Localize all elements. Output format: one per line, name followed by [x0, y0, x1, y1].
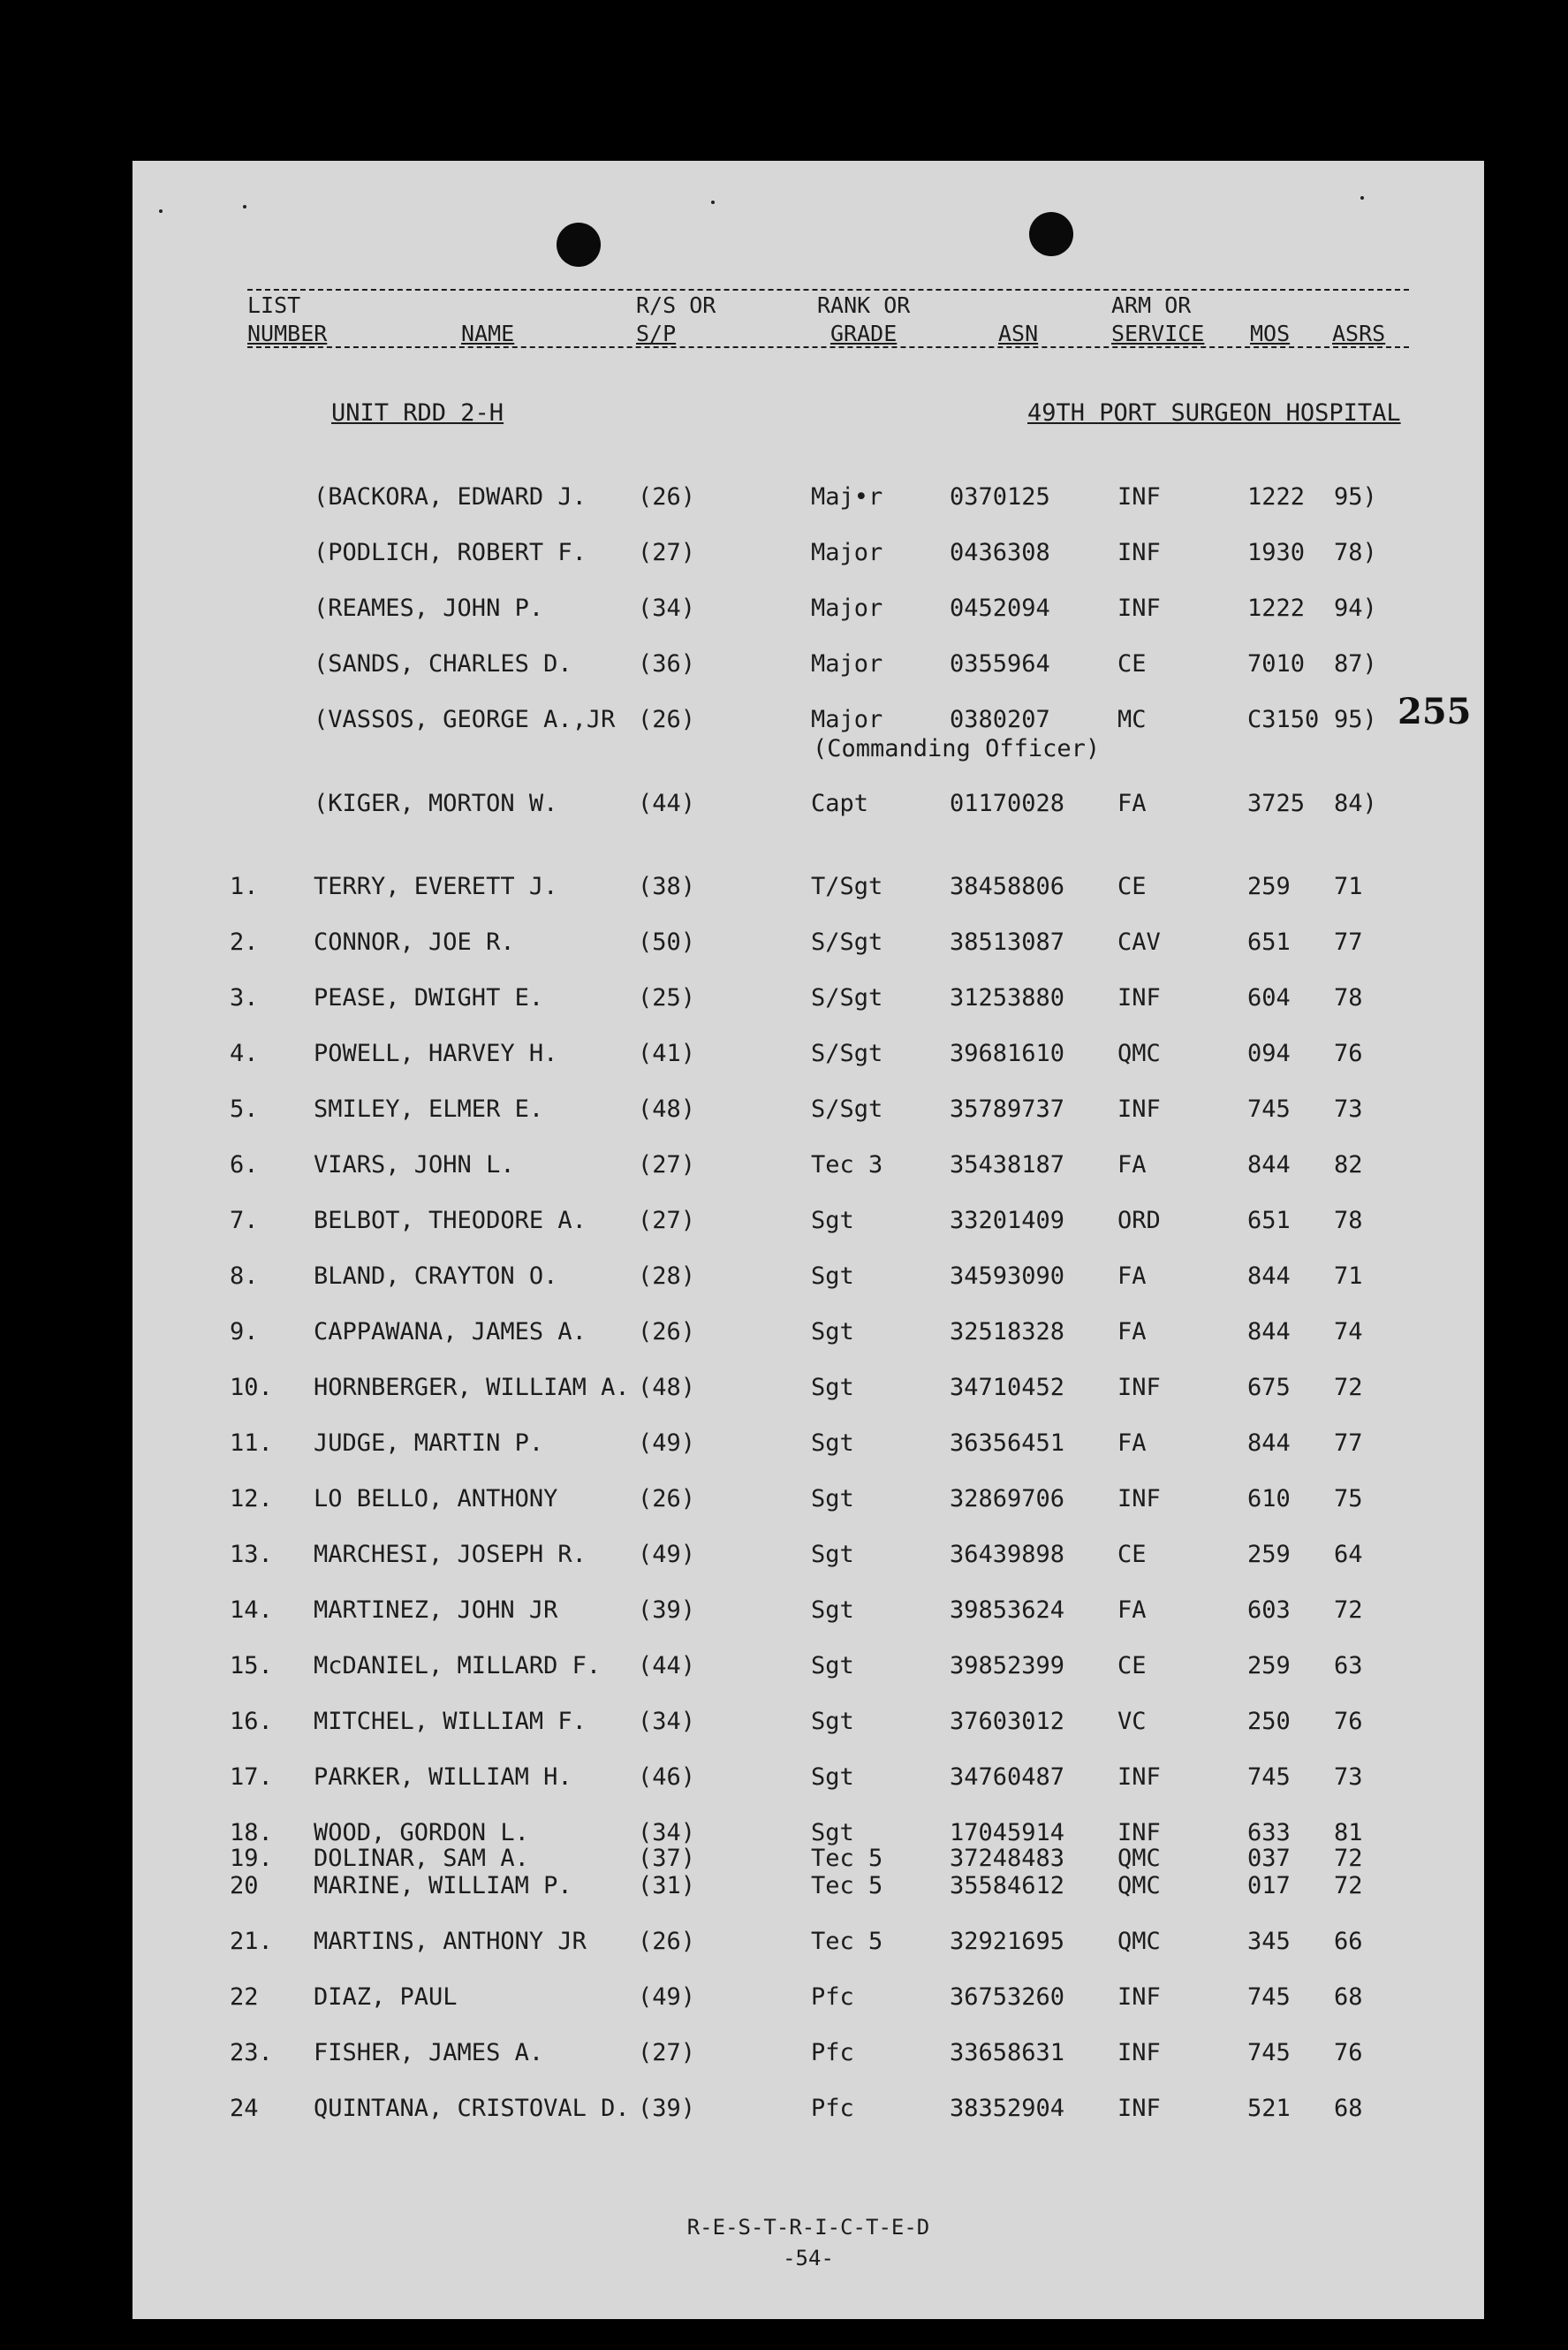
rank-cell: S/Sgt [811, 1040, 883, 1067]
asrs-cell: 64 [1334, 1541, 1363, 1568]
rs-cell: (46) [638, 1763, 696, 1791]
asn-cell: 38352904 [950, 2095, 1065, 2122]
asrs-cell: 63 [1334, 1652, 1363, 1679]
mos-cell: 745 [1247, 1763, 1291, 1791]
rs-cell: (26) [638, 706, 696, 733]
unit-label: UNIT RDD 2-H [331, 399, 504, 427]
name-cell: (VASSOS, GEORGE A.,JR [314, 706, 616, 733]
speck [243, 205, 246, 208]
rs-cell: (39) [638, 1596, 696, 1624]
asn-cell: 38458806 [950, 873, 1065, 900]
asn-cell: 0370125 [950, 483, 1050, 511]
name-cell: (BACKORA, EDWARD J. [314, 483, 587, 511]
asrs-cell: 75 [1334, 1485, 1363, 1512]
arm-cell: INF [1117, 483, 1161, 511]
asrs-cell: 76 [1334, 2039, 1363, 2066]
header-rs-sp: R/S OR S/P [636, 292, 716, 346]
rs-cell: (26) [638, 483, 696, 511]
rs-cell: (26) [638, 1318, 696, 1346]
rank-cell: S/Sgt [811, 1095, 883, 1123]
rs-cell: (26) [638, 1485, 696, 1512]
list-number-cell: 24 [230, 2095, 259, 2122]
header-rank-grade: RANK OR GRADE [817, 292, 911, 346]
rank-cell: Sgt [811, 1541, 854, 1568]
list-number-cell: 8. [230, 1262, 259, 1290]
rs-cell: (25) [638, 984, 696, 1012]
asn-cell: 32921695 [950, 1928, 1065, 1955]
classification-marking: R-E-S-T-R-I-C-T-E-D [686, 2215, 930, 2240]
asrs-cell: 77 [1334, 1429, 1363, 1457]
rs-cell: (37) [638, 1845, 696, 1872]
asn-cell: 39852399 [950, 1652, 1065, 1679]
rs-cell: (36) [638, 650, 696, 678]
list-number-cell: 19. [230, 1845, 273, 1872]
arm-cell: FA [1117, 1596, 1147, 1624]
punch-hole-right [1029, 212, 1073, 256]
asn-cell: 0355964 [950, 650, 1050, 678]
rs-cell: (49) [638, 1541, 696, 1568]
rs-cell: (39) [638, 2095, 696, 2122]
mos-cell: 675 [1247, 1374, 1291, 1401]
punch-hole-left [557, 223, 601, 267]
header-top-rule [247, 289, 1409, 291]
asn-cell: 39853624 [950, 1596, 1065, 1624]
arm-cell: CE [1117, 1541, 1147, 1568]
header-name: NAME [461, 321, 515, 346]
table-row [133, 984, 1484, 1016]
table-row [133, 1708, 1484, 1740]
arm-cell: CE [1117, 873, 1147, 900]
asrs-cell: 71 [1334, 1262, 1363, 1290]
table-row [133, 2039, 1484, 2071]
list-number-cell: 4. [230, 1040, 259, 1067]
rs-cell: (41) [638, 1040, 696, 1067]
rank-cell: Major [811, 706, 883, 733]
table-row [133, 929, 1484, 960]
rs-cell: (50) [638, 929, 696, 956]
asn-cell: 32518328 [950, 1318, 1065, 1346]
list-number-cell: 15. [230, 1652, 273, 1679]
rank-cell: Tec 5 [811, 1845, 883, 1872]
name-cell: TERRY, EVERETT J. [314, 873, 558, 900]
name-cell: POWELL, HARVEY H. [314, 1040, 558, 1067]
arm-cell: ORD [1117, 1207, 1161, 1234]
asn-cell: 31253880 [950, 984, 1065, 1012]
list-number-cell: 20 [230, 1872, 259, 1899]
rank-cell: T/Sgt [811, 873, 883, 900]
asrs-cell: 77 [1334, 929, 1363, 956]
asrs-cell: 72 [1334, 1374, 1363, 1401]
mos-cell: 1222 [1247, 483, 1306, 511]
table-row [133, 1763, 1484, 1795]
asn-cell: 33658631 [950, 2039, 1065, 2066]
name-cell: CAPPAWANA, JAMES A. [314, 1318, 587, 1346]
speck [711, 201, 715, 204]
rank-cell: Sgt [811, 1819, 854, 1846]
name-cell: (SANDS, CHARLES D. [314, 650, 572, 678]
rank-cell: Major [811, 539, 883, 566]
name-cell: SMILEY, ELMER E. [314, 1095, 544, 1123]
mos-cell: 259 [1247, 1652, 1291, 1679]
table-row [133, 1928, 1484, 1960]
table-row [133, 1318, 1484, 1350]
asrs-cell: 78) [1334, 539, 1377, 566]
asrs-cell: 72 [1334, 1596, 1363, 1624]
asn-cell: 0380207 [950, 706, 1050, 733]
mos-cell: 017 [1247, 1872, 1291, 1899]
asrs-cell: 78 [1334, 1207, 1363, 1234]
table-row [133, 1541, 1484, 1573]
asrs-cell: 87) [1334, 650, 1377, 678]
list-number-cell: 18. [230, 1819, 273, 1846]
mos-cell: 745 [1247, 1983, 1291, 2011]
mos-cell: 603 [1247, 1596, 1291, 1624]
header-arm-service: ARM OR SERVICE [1111, 292, 1205, 346]
table-row [133, 1262, 1484, 1294]
asrs-cell: 76 [1334, 1708, 1363, 1735]
mos-cell: 745 [1247, 2039, 1291, 2066]
asrs-cell: 94) [1334, 595, 1377, 622]
asn-cell: 34710452 [950, 1374, 1065, 1401]
list-number-cell: 7. [230, 1207, 259, 1234]
table-row [133, 790, 1484, 822]
name-cell: DOLINAR, SAM A. [314, 1845, 529, 1872]
name-cell: LO BELLO, ANTHONY [314, 1485, 558, 1512]
list-number-cell: 11. [230, 1429, 273, 1457]
rs-cell: (28) [638, 1262, 696, 1290]
asrs-cell: 95) [1334, 706, 1377, 733]
list-number-cell: 21. [230, 1928, 273, 1955]
rank-cell: Tec 5 [811, 1872, 883, 1899]
rank-cell: Sgt [811, 1763, 854, 1791]
asn-cell: 38513087 [950, 929, 1065, 956]
name-cell: CONNOR, JOE R. [314, 929, 515, 956]
arm-cell: QMC [1117, 1872, 1161, 1899]
arm-cell: INF [1117, 1485, 1161, 1512]
table-row [133, 873, 1484, 905]
name-cell: DIAZ, PAUL [314, 1983, 458, 2011]
rs-cell: (44) [638, 790, 696, 817]
asn-cell: 0436308 [950, 539, 1050, 566]
rs-cell: (49) [638, 1429, 696, 1457]
asrs-cell: 72 [1334, 1845, 1363, 1872]
asn-cell: 01170028 [950, 790, 1065, 817]
rs-cell: (27) [638, 1151, 696, 1179]
asrs-cell: 68 [1334, 1983, 1363, 2011]
mos-cell: 604 [1247, 984, 1291, 1012]
table-row [133, 595, 1484, 626]
mos-cell: 094 [1247, 1040, 1291, 1067]
mos-cell: 259 [1247, 1541, 1291, 1568]
arm-cell: FA [1117, 1151, 1147, 1179]
header-bottom-rule [247, 346, 1409, 348]
list-number-cell: 23. [230, 2039, 273, 2066]
asn-cell: 34593090 [950, 1262, 1065, 1290]
asrs-cell: 74 [1334, 1318, 1363, 1346]
table-row [133, 539, 1484, 571]
arm-cell: FA [1117, 1318, 1147, 1346]
table-row [133, 1652, 1484, 1684]
mos-cell: 610 [1247, 1485, 1291, 1512]
table-row [133, 1485, 1484, 1517]
name-cell: JUDGE, MARTIN P. [314, 1429, 544, 1457]
rs-cell: (34) [638, 1708, 696, 1735]
rank-cell: Pfc [811, 2039, 854, 2066]
arm-cell: INF [1117, 1819, 1161, 1846]
name-cell: PEASE, DWIGHT E. [314, 984, 544, 1012]
table-row [133, 650, 1484, 682]
list-number-cell: 5. [230, 1095, 259, 1123]
table-row [133, 1151, 1484, 1183]
rs-cell: (38) [638, 873, 696, 900]
name-cell: (KIGER, MORTON W. [314, 790, 558, 817]
rank-cell: Sgt [811, 1652, 854, 1679]
arm-cell: INF [1117, 539, 1161, 566]
asrs-cell: 73 [1334, 1095, 1363, 1123]
arm-cell: INF [1117, 984, 1161, 1012]
list-number-cell: 17. [230, 1763, 273, 1791]
arm-cell: FA [1117, 1262, 1147, 1290]
rs-cell: (48) [638, 1095, 696, 1123]
rank-cell: Capt [811, 790, 869, 817]
name-cell: QUINTANA, CRISTOVAL D. [314, 2095, 630, 2122]
name-cell: McDANIEL, MILLARD F. [314, 1652, 602, 1679]
asn-cell: 32869706 [950, 1485, 1065, 1512]
margin-page-number: 255 [1398, 691, 1472, 732]
name-cell: (PODLICH, ROBERT F. [314, 539, 587, 566]
arm-cell: CE [1117, 1652, 1147, 1679]
asn-cell: 36753260 [950, 1983, 1065, 2011]
table-row [133, 1374, 1484, 1406]
unit-name: 49TH PORT SURGEON HOSPITAL [1027, 399, 1401, 427]
name-cell: MITCHEL, WILLIAM F. [314, 1708, 587, 1735]
asn-cell: 0452094 [950, 595, 1050, 622]
mos-cell: 345 [1247, 1928, 1291, 1955]
list-number-cell: 6. [230, 1151, 259, 1179]
mos-cell: 651 [1247, 1207, 1291, 1234]
asn-cell: 37603012 [950, 1708, 1065, 1735]
rs-cell: (27) [638, 539, 696, 566]
table-row [133, 483, 1484, 515]
asn-cell: 17045914 [950, 1819, 1065, 1846]
rank-cell: Sgt [811, 1708, 854, 1735]
arm-cell: INF [1117, 1763, 1161, 1791]
rank-cell: Sgt [811, 1596, 854, 1624]
mos-cell: 037 [1247, 1845, 1291, 1872]
name-cell: MARTINS, ANTHONY JR [314, 1928, 587, 1955]
list-number-cell: 14. [230, 1596, 273, 1624]
mos-cell: C3150 [1247, 706, 1320, 733]
arm-cell: MC [1117, 706, 1147, 733]
arm-cell: INF [1117, 2039, 1161, 2066]
asn-cell: 33201409 [950, 1207, 1065, 1234]
table-row [133, 1095, 1484, 1127]
list-number-cell: 10. [230, 1374, 273, 1401]
rs-cell: (34) [638, 1819, 696, 1846]
asn-cell: 35789737 [950, 1095, 1065, 1123]
rank-cell: Major [811, 595, 883, 622]
header-asrs: ASRS [1332, 321, 1386, 346]
asrs-cell: 72 [1334, 1872, 1363, 1899]
rank-cell: Sgt [811, 1485, 854, 1512]
arm-cell: FA [1117, 790, 1147, 817]
name-cell: WOOD, GORDON L. [314, 1819, 529, 1846]
name-cell: PARKER, WILLIAM H. [314, 1763, 572, 1791]
rank-cell: S/Sgt [811, 929, 883, 956]
commanding-officer-note: (Commanding Officer) [813, 735, 1101, 762]
list-number-cell: 3. [230, 984, 259, 1012]
arm-cell: INF [1117, 1983, 1161, 2011]
asn-cell: 36356451 [950, 1429, 1065, 1457]
rs-cell: (34) [638, 595, 696, 622]
rs-cell: (27) [638, 2039, 696, 2066]
list-number-cell: 22 [230, 1983, 259, 2011]
mos-cell: 1222 [1247, 595, 1306, 622]
rs-cell: (26) [638, 1928, 696, 1955]
speck [1360, 196, 1364, 200]
asn-cell: 34760487 [950, 1763, 1065, 1791]
list-number-cell: 2. [230, 929, 259, 956]
asrs-cell: 76 [1334, 1040, 1363, 1067]
mos-cell: 521 [1247, 2095, 1291, 2122]
rs-cell: (31) [638, 1872, 696, 1899]
rank-cell: Sgt [811, 1374, 854, 1401]
mos-cell: 1930 [1247, 539, 1306, 566]
rank-cell: Pfc [811, 2095, 854, 2122]
rank-cell: Sgt [811, 1429, 854, 1457]
rank-cell: Sgt [811, 1262, 854, 1290]
list-number-cell: 12. [230, 1485, 273, 1512]
asn-cell: 36439898 [950, 1541, 1065, 1568]
rank-cell: Major [811, 650, 883, 678]
rank-cell: Sgt [811, 1318, 854, 1346]
name-cell: BELBOT, THEODORE A. [314, 1207, 587, 1234]
arm-cell: QMC [1117, 1040, 1161, 1067]
asrs-cell: 71 [1334, 873, 1363, 900]
list-number-cell: 16. [230, 1708, 273, 1735]
mos-cell: 250 [1247, 1708, 1291, 1735]
name-cell: MARTINEZ, JOHN JR [314, 1596, 558, 1624]
asn-cell: 39681610 [950, 1040, 1065, 1067]
rank-cell: Tec 5 [811, 1928, 883, 1955]
document-page [133, 161, 1484, 2319]
name-cell: BLAND, CRAYTON O. [314, 1262, 558, 1290]
asn-cell: 35584612 [950, 1872, 1065, 1899]
name-cell: (REAMES, JOHN P. [314, 595, 544, 622]
name-cell: MARINE, WILLIAM P. [314, 1872, 572, 1899]
list-number-cell: 13. [230, 1541, 273, 1568]
mos-cell: 3725 [1247, 790, 1306, 817]
name-cell: MARCHESI, JOSEPH R. [314, 1541, 587, 1568]
mos-cell: 844 [1247, 1262, 1291, 1290]
table-row [133, 1429, 1484, 1461]
arm-cell: QMC [1117, 1845, 1161, 1872]
asrs-cell: 66 [1334, 1928, 1363, 1955]
arm-cell: INF [1117, 1095, 1161, 1123]
arm-cell: CE [1117, 650, 1147, 678]
header-asn: ASN [998, 321, 1039, 346]
name-cell: HORNBERGER, WILLIAM A. [314, 1374, 630, 1401]
speck [159, 209, 163, 213]
arm-cell: QMC [1117, 1928, 1161, 1955]
list-number-cell: 9. [230, 1318, 259, 1346]
asrs-cell: 84) [1334, 790, 1377, 817]
table-row [133, 1040, 1484, 1072]
rank-cell: Sgt [811, 1207, 854, 1234]
table-row [133, 1207, 1484, 1239]
rs-cell: (49) [638, 1983, 696, 2011]
asrs-cell: 68 [1334, 2095, 1363, 2122]
name-cell: VIARS, JOHN L. [314, 1151, 515, 1179]
mos-cell: 7010 [1247, 650, 1306, 678]
asrs-cell: 95) [1334, 483, 1377, 511]
asrs-cell: 78 [1334, 984, 1363, 1012]
arm-cell: INF [1117, 2095, 1161, 2122]
asrs-cell: 81 [1334, 1819, 1363, 1846]
asrs-cell: 73 [1334, 1763, 1363, 1791]
asn-cell: 37248483 [950, 1845, 1065, 1872]
table-row [133, 1872, 1484, 1904]
rank-cell: Tec 3 [811, 1151, 883, 1179]
page-number: -54- [783, 2246, 834, 2270]
mos-cell: 745 [1247, 1095, 1291, 1123]
header-list-number: LIST NUMBER [247, 292, 328, 346]
mos-cell: 651 [1247, 929, 1291, 956]
mos-cell: 844 [1247, 1318, 1291, 1346]
table-row [133, 706, 1484, 738]
mos-cell: 259 [1247, 873, 1291, 900]
asn-cell: 35438187 [950, 1151, 1065, 1179]
header-mos: MOS [1250, 321, 1291, 346]
arm-cell: INF [1117, 595, 1161, 622]
list-number-cell: 1. [230, 873, 259, 900]
name-cell: FISHER, JAMES A. [314, 2039, 544, 2066]
table-row [133, 1596, 1484, 1628]
rank-cell: S/Sgt [811, 984, 883, 1012]
rank-cell: Maj•r [811, 483, 883, 511]
arm-cell: INF [1117, 1374, 1161, 1401]
table-row [133, 2095, 1484, 2126]
rs-cell: (44) [638, 1652, 696, 1679]
rank-cell: Pfc [811, 1983, 854, 2011]
table-row [133, 1983, 1484, 2015]
mos-cell: 633 [1247, 1819, 1291, 1846]
mos-cell: 844 [1247, 1151, 1291, 1179]
mos-cell: 844 [1247, 1429, 1291, 1457]
rs-cell: (48) [638, 1374, 696, 1401]
asrs-cell: 82 [1334, 1151, 1363, 1179]
arm-cell: VC [1117, 1708, 1147, 1735]
rs-cell: (27) [638, 1207, 696, 1234]
arm-cell: FA [1117, 1429, 1147, 1457]
arm-cell: CAV [1117, 929, 1161, 956]
